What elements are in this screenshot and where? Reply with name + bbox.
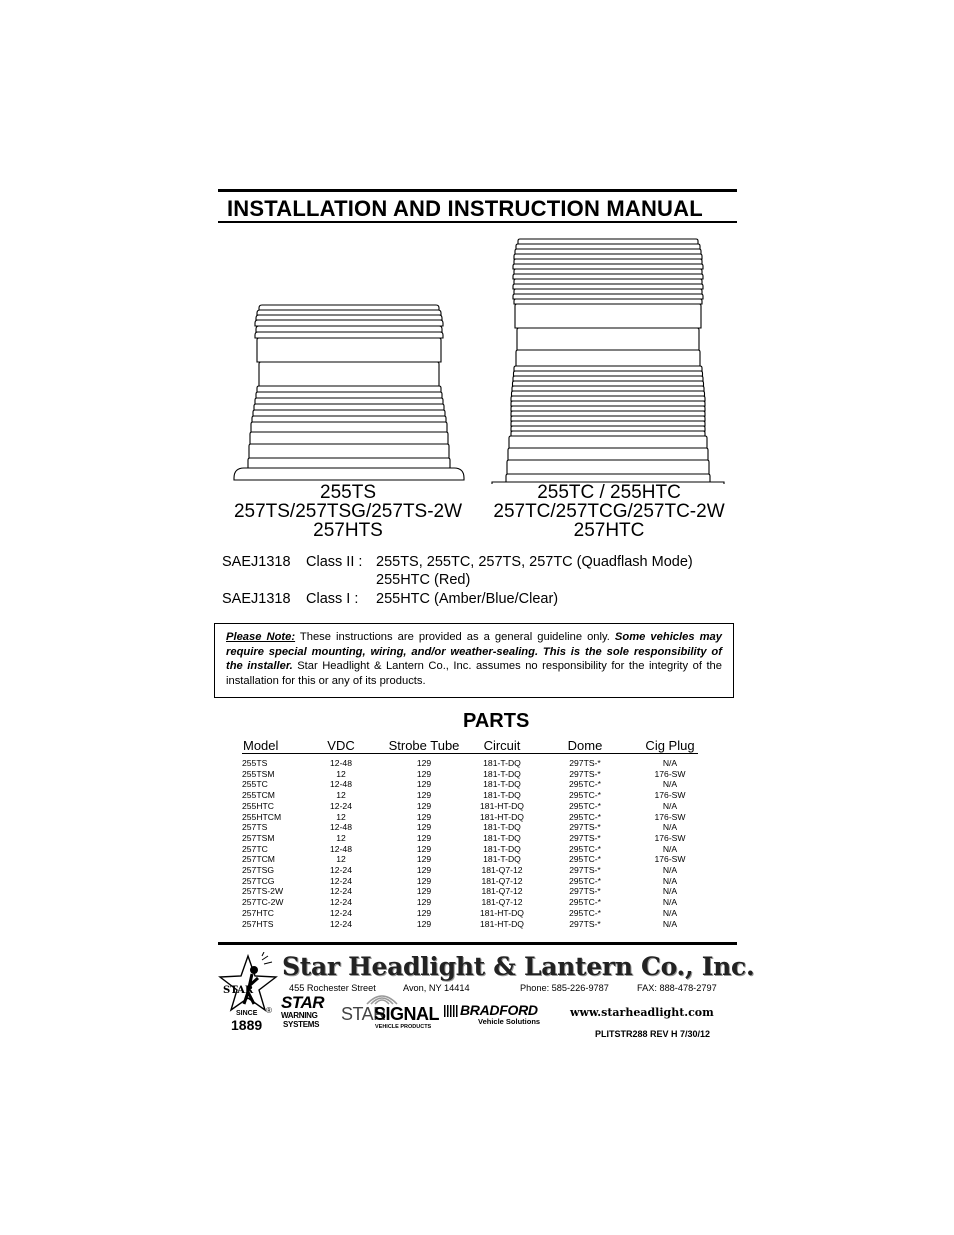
sae-models-1: 255TS, 255TC, 257TS, 257TC (Quadflash Mode) xyxy=(376,554,693,570)
cell-model: 255TC xyxy=(242,779,268,790)
beacon-rib xyxy=(256,392,442,398)
table-row xyxy=(0,897,954,908)
beacon-rib xyxy=(518,239,698,244)
installation-note xyxy=(214,623,734,698)
cell-cig-plug: N/A xyxy=(662,758,678,768)
beacon-rib xyxy=(234,468,464,480)
beacon-rib xyxy=(256,315,442,320)
logo-year: 1889 xyxy=(231,1017,263,1033)
beacon-rib xyxy=(514,289,702,294)
beacon-rib xyxy=(257,310,441,315)
cell-dome: 297TS-* xyxy=(569,918,601,929)
header-bottom-rule xyxy=(218,221,737,223)
cell-vdc: 12 xyxy=(336,854,346,865)
cell-strobe-tube: 129 xyxy=(416,832,432,843)
cell-cig-plug: N/A xyxy=(662,822,678,833)
cell-model: 255HTC xyxy=(242,800,274,811)
cell-vdc: 12-24 xyxy=(330,907,352,918)
beacon-rib xyxy=(259,362,439,386)
cell-strobe-tube: 129 xyxy=(416,758,432,768)
footer-rule xyxy=(218,942,737,945)
cell-circuit: 181-Q7-12 xyxy=(481,897,523,908)
table-row xyxy=(0,865,954,876)
cell-model: 257TS-2W xyxy=(242,886,284,897)
cell-circuit: 181-Q7-12 xyxy=(481,875,523,886)
beacon-rib xyxy=(511,406,705,411)
right-model-2: 257TC/257TCG/257TC-2W xyxy=(493,501,725,522)
cell-dome: 297TS-* xyxy=(569,768,601,779)
beacon-rib xyxy=(511,426,705,431)
cell-model: 257TC-2W xyxy=(242,897,284,908)
note-text-1: These instructions are provided as a general guideline only. xyxy=(295,631,615,643)
cell-vdc: 12-48 xyxy=(330,822,352,833)
parts-header-vdc: VDC xyxy=(327,738,355,753)
sae-class-3: Class I : xyxy=(306,591,359,607)
parts-header-model: Model xyxy=(243,738,279,753)
cell-strobe-tube: 129 xyxy=(416,875,432,886)
parts-header-strobe-tube: Strobe Tube xyxy=(388,738,460,753)
cell-dome: 297TS-* xyxy=(569,832,601,843)
cell-cig-plug: 176-SW xyxy=(654,854,686,865)
cell-dome: 297TS-* xyxy=(569,865,601,875)
beacon-rib xyxy=(514,371,703,376)
cell-circuit: 181-HT-DQ xyxy=(480,800,524,811)
table-row xyxy=(0,769,954,780)
beacon-rib xyxy=(257,338,441,362)
cell-circuit: 181-HT-DQ xyxy=(480,811,524,822)
cell-vdc: 12 xyxy=(336,832,346,843)
document-code: PLITSTR288 REV H 7/30/12 xyxy=(595,1029,711,1039)
cell-model: 257TCG xyxy=(242,875,275,886)
parts-title: PARTS xyxy=(463,710,530,732)
cell-vdc: 12 xyxy=(336,811,346,822)
table-row xyxy=(0,854,954,865)
cell-dome: 295TC-* xyxy=(569,854,601,865)
cell-circuit: 181-HT-DQ xyxy=(480,918,524,929)
cell-cig-plug: N/A xyxy=(662,897,678,908)
cell-model: 255TSM xyxy=(242,768,275,779)
cell-dome: 295TC-* xyxy=(569,843,601,854)
cell-dome: 295TC-* xyxy=(569,897,601,908)
left-model-2: 257TS/257TSG/257TS-2W xyxy=(233,501,463,522)
cell-model: 255HTCM xyxy=(242,811,282,822)
cell-dome: 295TC-* xyxy=(569,875,601,886)
beacon-rib xyxy=(249,444,449,458)
cell-strobe-tube: 129 xyxy=(416,865,432,875)
beacon-rib xyxy=(512,386,704,391)
beacon-rib xyxy=(511,416,705,421)
cell-vdc: 12-48 xyxy=(330,758,352,768)
cell-vdc: 12-24 xyxy=(330,886,352,897)
cell-strobe-tube: 129 xyxy=(416,779,432,790)
parts-header-rule xyxy=(242,753,698,754)
logo-registered: ® xyxy=(266,1006,272,1015)
logo-star-word: STAR xyxy=(223,985,254,996)
cell-cig-plug: N/A xyxy=(662,779,678,790)
cell-dome: 297TS-* xyxy=(569,758,601,768)
cell-strobe-tube: 129 xyxy=(416,811,432,822)
beacon-rib xyxy=(517,328,699,350)
cell-dome: 295TC-* xyxy=(569,779,601,790)
beacon-rib xyxy=(514,366,702,371)
table-row xyxy=(0,790,954,801)
table-row xyxy=(0,833,954,844)
cell-circuit: 181-HT-DQ xyxy=(480,907,524,918)
cell-vdc: 12-48 xyxy=(330,779,352,790)
logo-since: SINCE xyxy=(236,1010,258,1017)
beacon-rib xyxy=(511,421,705,426)
note-emphasis: Some vehicles may require special mounting, wiring, and/or weather-sealing. This is the sole responsibility of the installer. xyxy=(226,631,723,673)
beacon-rib xyxy=(511,396,705,401)
footer-fax: FAX: 888-478-2797 xyxy=(637,983,717,993)
cell-strobe-tube: 129 xyxy=(416,907,432,918)
cell-circuit: 181-Q7-12 xyxy=(481,865,523,875)
cell-dome: 297TS-* xyxy=(569,822,601,833)
cell-strobe-tube: 129 xyxy=(416,800,432,811)
cell-cig-plug: 176-SW xyxy=(654,790,686,801)
company-name: Star Headlight & Lantern Co., Inc. xyxy=(282,952,755,981)
cell-dome: 295TC-* xyxy=(569,800,601,811)
star-signal-logo-a: STAR xyxy=(341,1004,386,1024)
star-warning-logo-1: STAR xyxy=(281,993,325,1012)
cell-cig-plug: N/A xyxy=(662,843,678,854)
cell-model: 255TS xyxy=(242,758,268,768)
beacon-rib xyxy=(511,431,705,436)
left-model-1: 255TS xyxy=(320,482,376,503)
beacon-rib xyxy=(514,259,702,264)
table-row xyxy=(0,908,954,919)
beacon-rib xyxy=(512,391,705,396)
beacon-rib xyxy=(508,448,708,460)
note-label: Please Note: xyxy=(226,631,296,643)
cell-strobe-tube: 129 xyxy=(416,897,432,908)
cell-vdc: 12-48 xyxy=(330,843,352,854)
cell-circuit: 181-T-DQ xyxy=(483,768,521,779)
beacon-rib xyxy=(513,294,703,299)
cell-cig-plug: N/A xyxy=(662,875,678,886)
bradford-logo-sub: Vehicle Solutions xyxy=(478,1017,541,1026)
beacon-rib xyxy=(515,304,701,328)
cell-circuit: 181-Q7-12 xyxy=(481,886,523,897)
cell-cig-plug: N/A xyxy=(662,800,678,811)
beacon-rib xyxy=(513,381,704,386)
beacon-rib xyxy=(250,432,448,444)
table-row xyxy=(0,758,954,769)
beacon-rib xyxy=(514,254,702,259)
cell-strobe-tube: 129 xyxy=(416,843,432,854)
beacon-rib xyxy=(254,404,444,410)
right-model-1: 255TC / 255HTC xyxy=(537,482,681,503)
cell-dome: 295TC-* xyxy=(569,811,601,822)
star-warning-logo-2: WARNING xyxy=(281,1011,318,1020)
parts-header-circuit: Circuit xyxy=(483,738,521,753)
cell-strobe-tube: 129 xyxy=(416,854,432,865)
beacon-rib xyxy=(253,410,445,416)
star-signal-logo-sub: VEHICLE PRODUCTS xyxy=(375,1024,432,1030)
cell-vdc: 12-24 xyxy=(330,897,352,908)
cell-model: 257HTS xyxy=(242,918,274,929)
header-top-rule xyxy=(218,189,737,192)
cell-model: 257TSM xyxy=(242,832,275,843)
cell-circuit: 181-T-DQ xyxy=(483,779,521,790)
parts-header-cig-plug: Cig Plug xyxy=(645,738,695,753)
cell-model: 257TC xyxy=(242,843,268,854)
left-model-3: 257HTS xyxy=(313,520,383,541)
beacon-rib xyxy=(514,279,702,284)
beacon-rib xyxy=(513,264,703,269)
beacon-rib xyxy=(256,326,442,332)
table-row xyxy=(0,886,954,897)
cell-strobe-tube: 129 xyxy=(416,886,432,897)
cell-cig-plug: N/A xyxy=(662,886,678,897)
cell-dome: 295TC-* xyxy=(569,907,601,918)
note-text-2: Star Headlight & Lantern Co., Inc. assumes no responsibility for the integrity of the installation for this or any of its products. xyxy=(226,660,722,687)
beacon-rib xyxy=(516,350,700,366)
cell-strobe-tube: 129 xyxy=(416,918,432,929)
beacon-rib xyxy=(251,422,447,432)
table-row xyxy=(0,801,954,812)
cell-cig-plug: N/A xyxy=(662,907,678,918)
beacon-illustration-left xyxy=(232,300,466,484)
cell-circuit: 181-T-DQ xyxy=(483,758,521,768)
cell-strobe-tube: 129 xyxy=(416,768,432,779)
beacon-rib xyxy=(514,299,702,304)
right-model-3: 257HTC xyxy=(573,520,645,541)
sae-models-3: 255HTC (Amber/Blue/Clear) xyxy=(376,591,559,607)
cell-vdc: 12-24 xyxy=(330,918,352,929)
footer-phone: Phone: 585-226-9787 xyxy=(520,983,609,993)
cell-model: 255TCM xyxy=(242,790,275,801)
beacon-rib xyxy=(511,411,705,416)
beacon-rib xyxy=(255,320,443,326)
cell-dome: 295TC-* xyxy=(569,790,601,801)
table-row xyxy=(0,812,954,823)
beacon-rib xyxy=(511,401,705,406)
beacon-rib xyxy=(507,460,709,474)
beacon-illustration-right xyxy=(490,235,726,484)
beacon-rib xyxy=(255,332,443,338)
cell-circuit: 181-T-DQ xyxy=(483,854,521,865)
beacon-rib xyxy=(255,398,443,404)
beacon-rib xyxy=(513,376,703,381)
cell-model: 257TSG xyxy=(242,865,275,875)
cell-model: 257TCM xyxy=(242,854,275,865)
cell-vdc: 12 xyxy=(336,790,346,801)
cell-cig-plug: 176-SW xyxy=(654,768,686,779)
cell-cig-plug: N/A xyxy=(662,918,678,929)
footer-street: 455 Rochester Street xyxy=(289,983,376,993)
beacon-rib xyxy=(252,416,446,422)
footer-city: Avon, NY 14414 xyxy=(403,983,470,993)
bradford-bars-icon xyxy=(444,1005,460,1017)
sae-class-1: Class II : xyxy=(306,554,363,570)
table-row xyxy=(0,844,954,855)
beacon-rib xyxy=(516,244,700,249)
company-website[interactable]: www.starheadlight.com xyxy=(570,1006,714,1019)
cell-strobe-tube: 129 xyxy=(416,790,432,801)
page-title: INSTALLATION AND INSTRUCTION MANUAL xyxy=(227,196,703,221)
beacon-rib xyxy=(513,274,703,279)
cell-cig-plug: 176-SW xyxy=(654,811,686,822)
cell-cig-plug: 176-SW xyxy=(654,832,686,843)
beacon-rib xyxy=(259,305,439,310)
cell-model: 257HTC xyxy=(242,907,274,918)
parts-header-dome: Dome xyxy=(567,738,603,753)
sae-std-3: SAEJ1318 xyxy=(222,591,291,607)
cell-vdc: 12-24 xyxy=(330,865,352,875)
beacon-rib xyxy=(248,458,450,468)
table-row xyxy=(0,876,954,887)
table-row xyxy=(0,779,954,790)
sae-std-1: SAEJ1318 xyxy=(222,554,291,570)
star-signal-logo-b: SIGNAL xyxy=(374,1004,440,1024)
cell-dome: 297TS-* xyxy=(569,886,601,897)
cell-vdc: 12-24 xyxy=(330,875,352,886)
cell-model: 257TS xyxy=(242,822,268,833)
beacon-rib xyxy=(513,284,703,289)
beacon-rib xyxy=(514,269,702,274)
table-row xyxy=(0,919,954,930)
cell-circuit: 181-T-DQ xyxy=(483,822,521,833)
cell-vdc: 12-24 xyxy=(330,800,352,811)
cell-strobe-tube: 129 xyxy=(416,822,432,833)
table-row xyxy=(0,822,954,833)
beacon-rib xyxy=(515,249,701,254)
beacon-rib xyxy=(257,386,441,392)
cell-circuit: 181-T-DQ xyxy=(483,843,521,854)
cell-circuit: 181-T-DQ xyxy=(483,832,521,843)
cell-vdc: 12 xyxy=(336,768,346,779)
cell-circuit: 181-T-DQ xyxy=(483,790,521,801)
beacon-rib xyxy=(509,436,707,448)
cell-cig-plug: N/A xyxy=(662,865,678,875)
star-warning-logo-3: SYSTEMS xyxy=(283,1020,320,1029)
bradford-logo: BRADFORD xyxy=(460,1002,538,1018)
sae-models-2: 255HTC (Red) xyxy=(376,572,471,588)
